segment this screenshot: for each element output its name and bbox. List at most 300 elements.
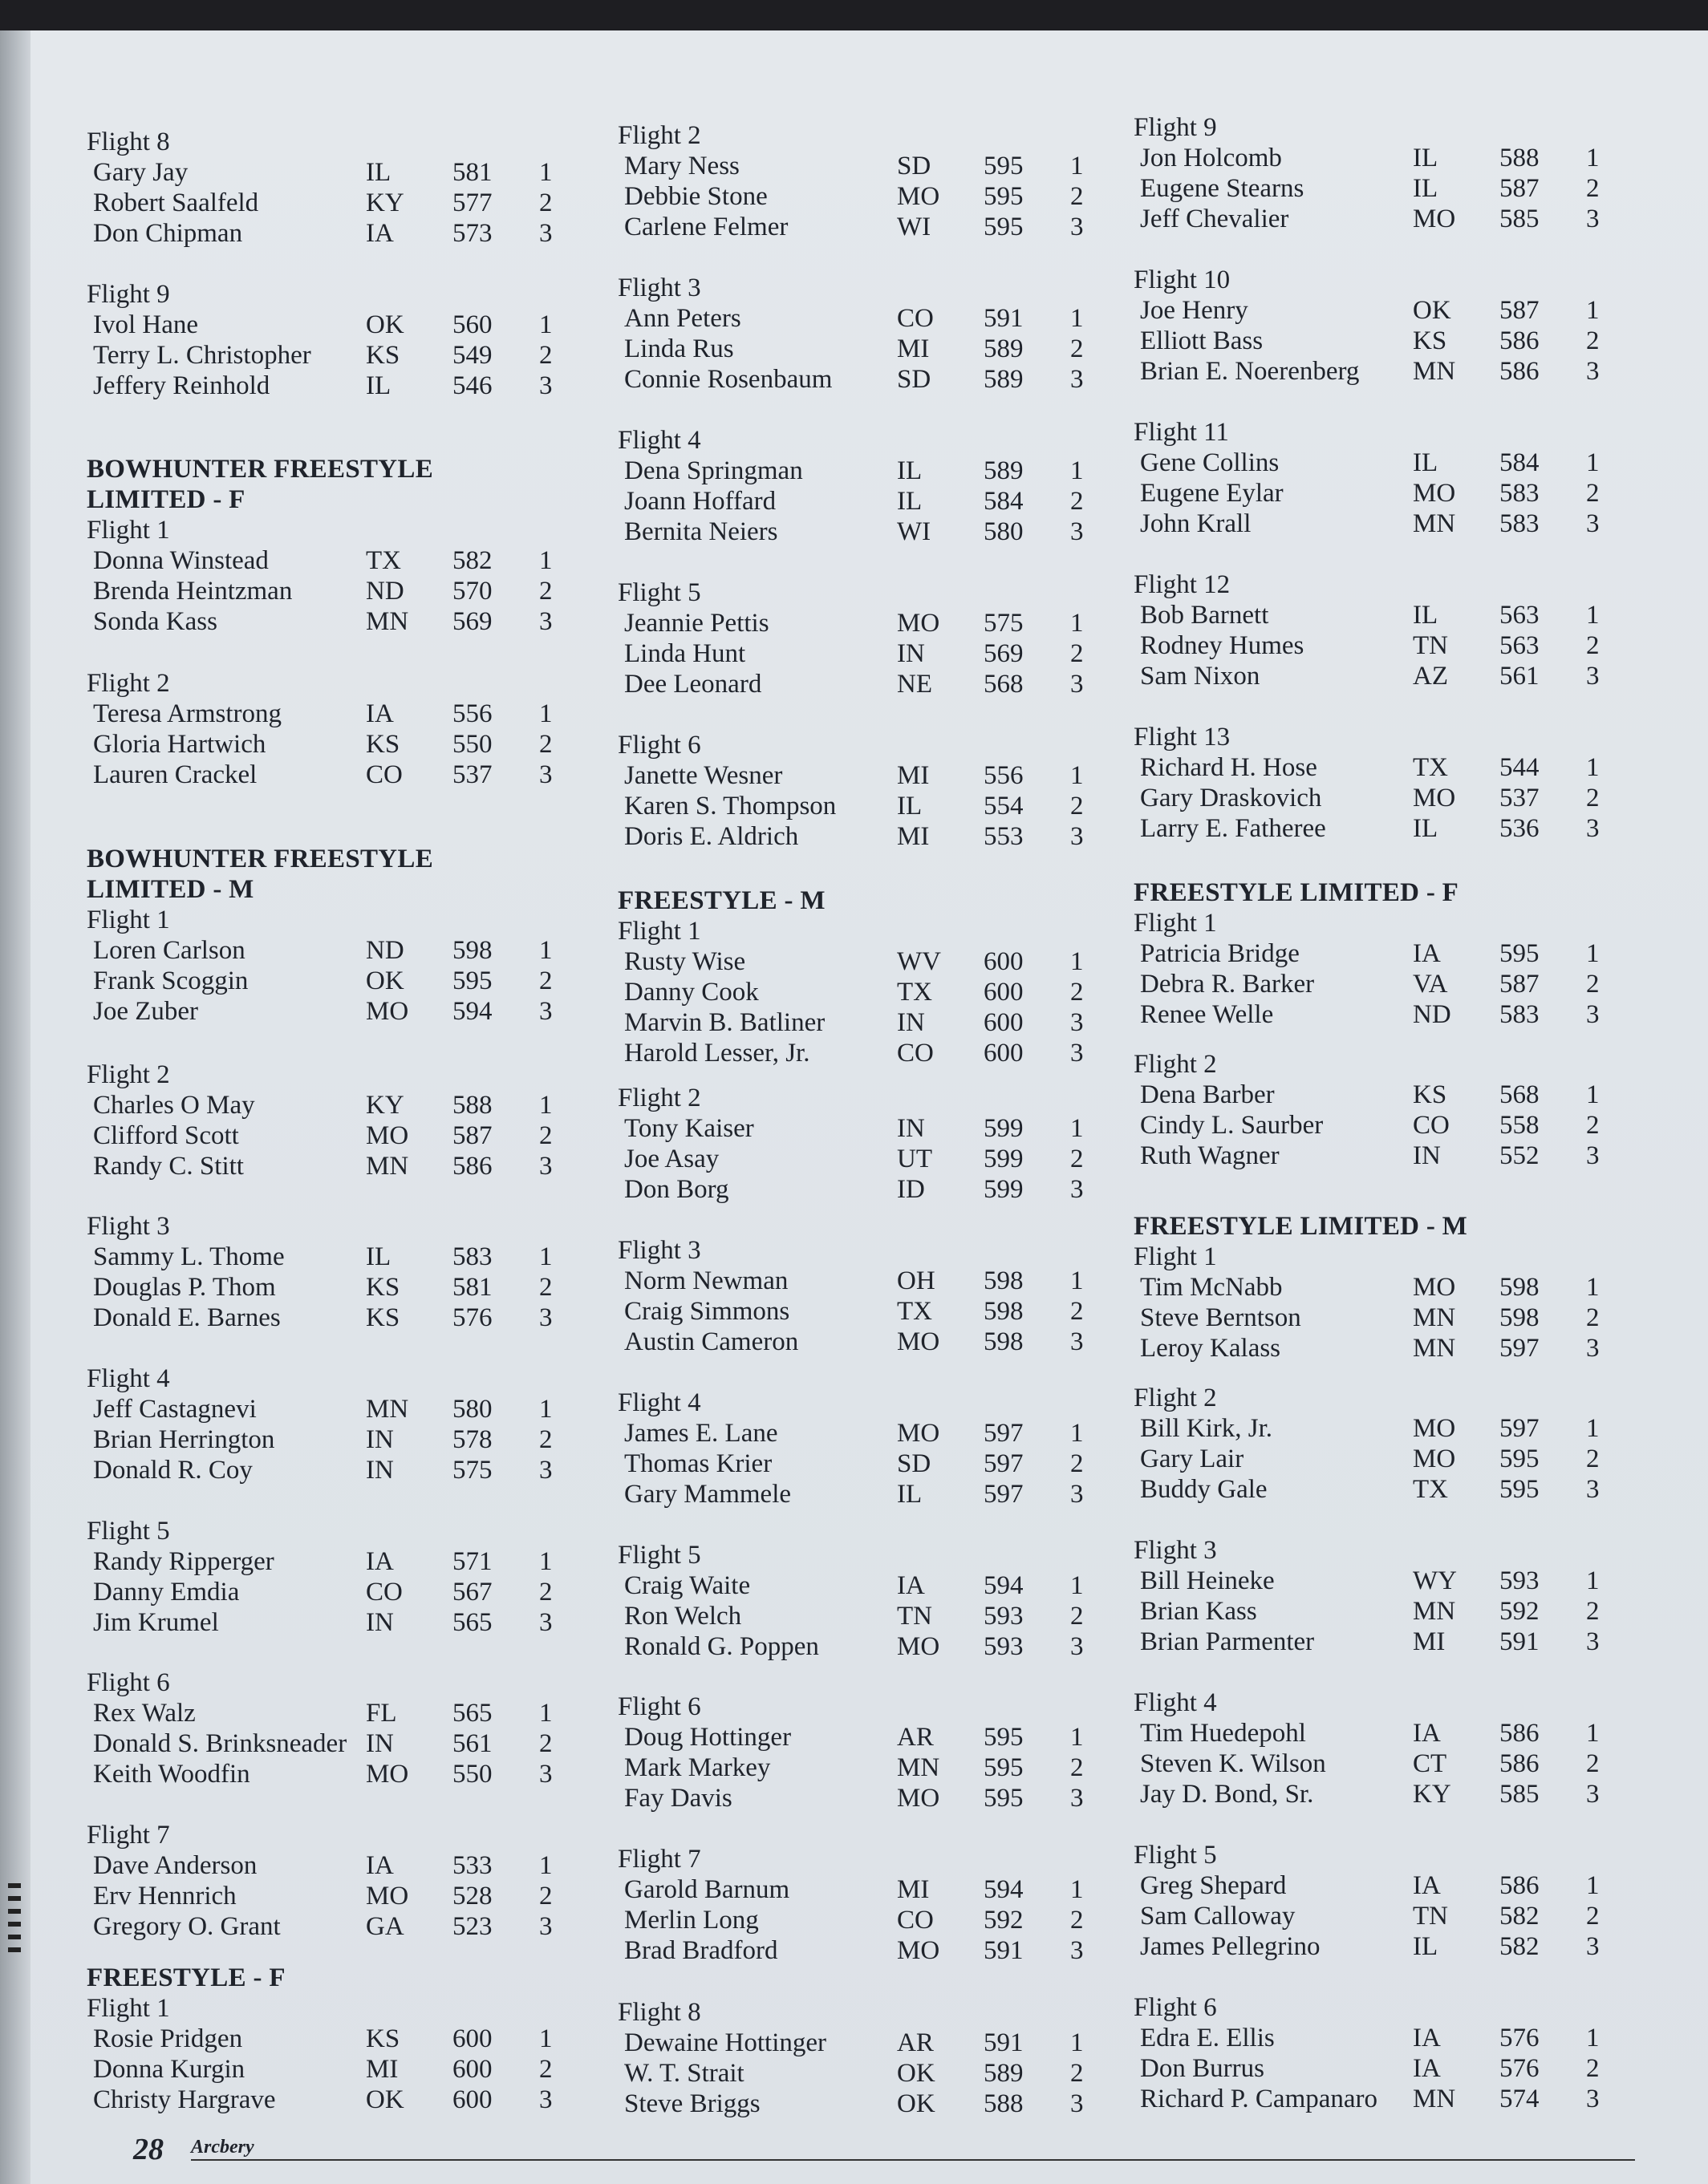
flight-label: Flight 7 — [87, 1821, 170, 1850]
archer-name: Don Chipman — [93, 219, 243, 248]
place: 1 — [1586, 1273, 1600, 1302]
flight-label: Flight 7 — [618, 1845, 701, 1874]
archer-name: Thomas Krier — [624, 1449, 773, 1478]
state: MI — [897, 1875, 930, 1904]
place: 1 — [1070, 2028, 1084, 2057]
score: 570 — [452, 577, 493, 606]
state: KS — [366, 730, 400, 759]
result-row — [618, 1783, 1099, 1813]
result-row — [1134, 813, 1615, 844]
archer-name: Jeff Chevalier — [1140, 205, 1289, 233]
score: 580 — [984, 517, 1024, 546]
place: 3 — [1070, 1784, 1084, 1813]
archer-name: Steven K. Wilson — [1140, 1749, 1326, 1778]
place: 1 — [539, 310, 553, 339]
result-row — [1134, 661, 1615, 691]
place: 1 — [1586, 2024, 1600, 2052]
place: 2 — [539, 1578, 553, 1607]
place: 1 — [1070, 152, 1084, 180]
state: MN — [1413, 1597, 1456, 1626]
flight-block — [87, 127, 568, 249]
result-row — [87, 760, 568, 790]
archer-name: Terry L. Christopher — [93, 341, 311, 370]
score: 595 — [1499, 1445, 1540, 1473]
flight-block — [1134, 1840, 1615, 1962]
score: 599 — [984, 1114, 1024, 1143]
flight-label: Flight 2 — [87, 1060, 170, 1089]
state: MO — [897, 182, 940, 211]
result-row — [87, 2054, 568, 2085]
result-row — [87, 157, 568, 188]
place: 3 — [539, 997, 553, 1026]
flight-block — [618, 730, 1099, 852]
state: MN — [1413, 1334, 1456, 1363]
result-row — [1134, 1718, 1615, 1748]
result-row — [87, 996, 568, 1027]
archer-name: Danny Cook — [624, 978, 759, 1007]
result-row — [618, 1570, 1099, 1601]
result-row — [618, 334, 1099, 364]
state: IL — [897, 487, 923, 516]
archer-name: Garold Barnum — [624, 1875, 790, 1904]
place: 3 — [1070, 1175, 1084, 1204]
result-row — [1134, 999, 1615, 1030]
score: 600 — [984, 947, 1024, 976]
flight-block — [87, 1211, 568, 1333]
archer-name: Eugene Eylar — [1140, 479, 1284, 508]
archer-name: Jeff Castagnevi — [93, 1395, 257, 1424]
place: 1 — [1070, 947, 1084, 976]
state: IN — [1413, 1141, 1441, 1170]
flight-block — [1134, 1383, 1615, 1505]
state: OK — [1413, 296, 1451, 325]
result-row — [87, 1151, 568, 1181]
score: 537 — [452, 760, 493, 789]
archer-name: Mary Ness — [624, 152, 740, 180]
result-row — [618, 977, 1099, 1007]
archer-name: Jim Krumel — [93, 1608, 219, 1637]
state: MO — [897, 1327, 940, 1356]
result-row — [618, 1905, 1099, 1935]
flight-block — [618, 425, 1099, 547]
result-row — [1134, 1333, 1615, 1363]
score: 574 — [1499, 2085, 1540, 2113]
flight-label: Flight 13 — [1134, 723, 1231, 752]
archer-name: Brian E. Noerenberg — [1140, 357, 1360, 386]
place: 1 — [539, 158, 553, 187]
result-row — [87, 2085, 568, 2115]
place: 1 — [1586, 601, 1600, 630]
score: 597 — [984, 1419, 1024, 1448]
result-row — [618, 1113, 1099, 1144]
archer-name: Leroy Kalass — [1140, 1334, 1281, 1363]
result-row — [87, 1455, 568, 1485]
flight-block — [87, 668, 568, 790]
state: IA — [366, 1851, 394, 1880]
state: IL — [897, 792, 923, 821]
score: 587 — [452, 1121, 493, 1150]
archer-name: Donna Kurgin — [93, 2055, 245, 2084]
archer-name: Norm Newman — [624, 1266, 789, 1295]
result-row — [1134, 2084, 1615, 2114]
result-row — [618, 486, 1099, 517]
score: 552 — [1499, 1141, 1540, 1170]
archer-name: Gene Collins — [1140, 448, 1280, 477]
place: 2 — [539, 966, 553, 995]
result-row — [618, 669, 1099, 699]
result-row — [87, 1728, 568, 1759]
archer-name: John Krall — [1140, 509, 1252, 538]
result-row — [1134, 1080, 1615, 1110]
result-row — [618, 791, 1099, 821]
score: 595 — [984, 1753, 1024, 1782]
result-row — [618, 364, 1099, 395]
magazine-page — [0, 30, 1708, 2184]
archer-name: Ann Peters — [624, 304, 741, 333]
score: 550 — [452, 1760, 493, 1789]
flight-label: Flight 3 — [618, 274, 701, 302]
flight-block — [87, 1667, 568, 1789]
flight-label: Flight 10 — [1134, 265, 1231, 294]
flight-label: Flight 12 — [1134, 570, 1231, 599]
archer-name: Teresa Armstrong — [93, 699, 282, 728]
flight-block — [1134, 1211, 1615, 1363]
state: MN — [1413, 2085, 1456, 2113]
flight-label: Flight 2 — [618, 121, 701, 150]
result-row — [618, 151, 1099, 181]
result-row — [618, 946, 1099, 977]
place: 1 — [1070, 1723, 1084, 1752]
score: 598 — [452, 936, 493, 965]
place: 2 — [539, 730, 553, 759]
state: MI — [1413, 1627, 1446, 1656]
place: 1 — [1070, 456, 1084, 485]
state: MO — [1413, 1445, 1456, 1473]
score: 533 — [452, 1851, 493, 1880]
page-number: 28 — [133, 2133, 164, 2166]
archer-name: Ivol Hane — [93, 310, 199, 339]
place: 3 — [1586, 1627, 1600, 1656]
result-row — [87, 545, 568, 576]
division-heading: BOWHUNTER FREESTYLE — [87, 455, 434, 484]
archer-name: Debbie Stone — [624, 182, 768, 211]
state: MI — [897, 761, 930, 790]
footer-rule — [191, 2159, 1635, 2161]
state: UT — [897, 1145, 932, 1173]
state: IL — [366, 1242, 392, 1271]
archer-name: Doug Hottinger — [624, 1723, 792, 1752]
score: 584 — [984, 487, 1024, 516]
flight-block — [1134, 1049, 1615, 1171]
score: 565 — [452, 1608, 493, 1637]
result-row — [87, 1577, 568, 1607]
flight-block — [1134, 1992, 1615, 2114]
score: 589 — [984, 456, 1024, 485]
score: 584 — [1499, 448, 1540, 477]
state: KY — [366, 1091, 404, 1120]
archer-name: Greg Shepard — [1140, 1871, 1287, 1900]
place: 2 — [1070, 1297, 1084, 1326]
place: 1 — [1586, 1719, 1600, 1748]
result-row — [618, 1935, 1099, 1966]
archer-name: Linda Hunt — [624, 639, 746, 668]
flight-label: Flight 6 — [87, 1668, 170, 1697]
archer-name: Edra E. Ellis — [1140, 2024, 1275, 2052]
result-row — [87, 310, 568, 340]
score: 591 — [984, 304, 1024, 333]
flight-label: Flight 2 — [1134, 1384, 1217, 1412]
state: VA — [1413, 970, 1448, 999]
score: 597 — [984, 1480, 1024, 1509]
score: 598 — [984, 1266, 1024, 1295]
archer-name: Craig Simmons — [624, 1297, 790, 1326]
score: 582 — [1499, 1902, 1540, 1931]
archer-name: Connie Rosenbaum — [624, 365, 833, 394]
state: CT — [1413, 1749, 1447, 1778]
result-row — [87, 340, 568, 371]
result-row — [1134, 295, 1615, 326]
place: 1 — [1586, 1871, 1600, 1900]
archer-name: Joe Henry — [1140, 296, 1248, 325]
score: 600 — [452, 2055, 493, 2084]
place: 2 — [1070, 334, 1084, 363]
score: 597 — [1499, 1334, 1540, 1363]
result-row — [618, 1007, 1099, 1038]
place: 1 — [539, 1395, 553, 1424]
state: NE — [897, 670, 932, 699]
archer-name: Gregory O. Grant — [93, 1912, 281, 1941]
place: 2 — [1586, 174, 1600, 203]
archer-name: Dena Springman — [624, 456, 803, 485]
result-row — [87, 1607, 568, 1638]
score: 550 — [452, 730, 493, 759]
state: KS — [366, 341, 400, 370]
archer-name: Randy Ripperger — [93, 1547, 274, 1576]
score: 586 — [1499, 326, 1540, 355]
flight-label: Flight 6 — [1134, 1993, 1217, 2022]
flight-label: Flight 8 — [618, 1998, 701, 2027]
state: IL — [1413, 448, 1438, 477]
score: 558 — [1499, 1111, 1540, 1140]
place: 3 — [1070, 822, 1084, 851]
score: 599 — [984, 1175, 1024, 1204]
score: 600 — [984, 1039, 1024, 1068]
place: 3 — [1586, 814, 1600, 843]
place: 2 — [1586, 970, 1600, 999]
state: IL — [1413, 174, 1438, 203]
place: 2 — [539, 577, 553, 606]
archer-name: Bill Kirk, Jr. — [1140, 1414, 1273, 1443]
score: 583 — [452, 1242, 493, 1271]
score: 589 — [984, 365, 1024, 394]
score: 600 — [984, 1008, 1024, 1037]
result-row — [87, 2024, 568, 2054]
score: 561 — [1499, 662, 1540, 691]
archer-name: Sam Calloway — [1140, 1902, 1296, 1931]
state: MO — [897, 609, 940, 638]
archer-name: Richard P. Campanaro — [1140, 2085, 1378, 2113]
place: 3 — [1070, 1008, 1084, 1037]
flight-label: Flight 1 — [1134, 1242, 1217, 1271]
state: KS — [366, 1303, 400, 1332]
state: IL — [1413, 814, 1438, 843]
result-row — [1134, 1303, 1615, 1333]
place: 3 — [1586, 662, 1600, 691]
place: 2 — [1586, 631, 1600, 660]
archer-name: Fay Davis — [624, 1784, 732, 1813]
place: 2 — [539, 1729, 553, 1758]
archer-name: Don Burrus — [1140, 2054, 1264, 2083]
flight-label: Flight 1 — [1134, 909, 1217, 938]
place: 1 — [1586, 753, 1600, 782]
flight-block — [618, 1844, 1099, 1966]
state: FL — [366, 1699, 397, 1728]
state: CO — [366, 760, 403, 789]
place: 2 — [1586, 1597, 1600, 1626]
archer-name: Debra R. Barker — [1140, 970, 1315, 999]
place: 1 — [539, 1699, 553, 1728]
state: MI — [897, 334, 930, 363]
archer-name: Jon Holcomb — [1140, 144, 1282, 172]
place: 1 — [1070, 761, 1084, 790]
place: 3 — [1586, 509, 1600, 538]
archer-name: Jay D. Bond, Sr. — [1140, 1780, 1314, 1809]
result-row — [618, 1327, 1099, 1357]
result-row — [87, 188, 568, 218]
score: 586 — [1499, 1719, 1540, 1748]
result-row — [87, 729, 568, 760]
place: 3 — [1070, 213, 1084, 241]
result-row — [1134, 204, 1615, 234]
archer-name: Eugene Stearns — [1140, 174, 1304, 203]
place: 3 — [539, 1456, 553, 1485]
archer-name: Donna Winstead — [93, 546, 269, 575]
result-row — [87, 1424, 568, 1455]
score: 569 — [984, 639, 1024, 668]
state: ND — [366, 577, 404, 606]
state: IL — [1413, 601, 1438, 630]
place: 1 — [1070, 304, 1084, 333]
flight-label: Flight 9 — [1134, 113, 1217, 142]
flight-label: Flight 3 — [618, 1236, 701, 1265]
archer-name: Gary Mammele — [624, 1480, 792, 1509]
place: 2 — [1070, 182, 1084, 211]
flight-label: Flight 1 — [87, 906, 170, 934]
score: 537 — [1499, 784, 1540, 812]
archer-name: Christy Hargrave — [93, 2085, 276, 2114]
result-row — [618, 1479, 1099, 1509]
archer-name: Brian Kass — [1140, 1597, 1257, 1626]
result-row — [87, 1303, 568, 1333]
place: 1 — [1586, 448, 1600, 477]
result-row — [1134, 478, 1615, 509]
result-row — [1134, 1444, 1615, 1474]
state: MO — [897, 1419, 940, 1448]
place: 2 — [539, 1425, 553, 1454]
result-row — [618, 821, 1099, 852]
place: 2 — [539, 1121, 553, 1150]
state: GA — [366, 1912, 404, 1941]
state: IL — [897, 1480, 923, 1509]
result-row — [1134, 1748, 1615, 1779]
state: MO — [1413, 1273, 1456, 1302]
flight-label: Flight 4 — [1134, 1688, 1217, 1717]
place: 3 — [539, 760, 553, 789]
place: 3 — [1070, 365, 1084, 394]
score: 573 — [452, 219, 493, 248]
score: 587 — [1499, 174, 1540, 203]
score: 565 — [452, 1699, 493, 1728]
score: 593 — [984, 1602, 1024, 1631]
place: 2 — [539, 341, 553, 370]
archer-name: Dewaine Hottinger — [624, 2028, 826, 2057]
place: 2 — [1586, 784, 1600, 812]
place: 2 — [1586, 1111, 1600, 1140]
score: 587 — [1499, 296, 1540, 325]
place: 2 — [1586, 1445, 1600, 1473]
score: 595 — [984, 1723, 1024, 1752]
score: 586 — [1499, 357, 1540, 386]
result-row — [87, 1394, 568, 1424]
state: MN — [366, 1152, 409, 1181]
result-row — [1134, 969, 1615, 999]
flight-label: Flight 6 — [618, 731, 701, 760]
place: 3 — [1070, 1039, 1084, 1068]
flight-block — [1134, 265, 1615, 387]
state: IL — [1413, 144, 1438, 172]
place: 3 — [539, 371, 553, 400]
place: 1 — [1586, 296, 1600, 325]
score: 544 — [1499, 753, 1540, 782]
division-heading: FREESTYLE - F — [87, 1963, 286, 1992]
place: 2 — [539, 1273, 553, 1302]
state: TX — [897, 1297, 932, 1326]
place: 2 — [1070, 1449, 1084, 1478]
archer-name: Steve Berntson — [1140, 1303, 1301, 1332]
state: IL — [366, 158, 392, 187]
place: 3 — [1586, 205, 1600, 233]
archer-name: Gloria Hartwich — [93, 730, 266, 759]
archer-name: Keith Woodfin — [93, 1760, 250, 1789]
state: ND — [366, 936, 404, 965]
state: ND — [1413, 1000, 1451, 1029]
result-row — [87, 1090, 568, 1120]
score: 549 — [452, 341, 493, 370]
archer-name: Tony Kaiser — [624, 1114, 754, 1143]
state: IL — [366, 371, 392, 400]
result-row — [1134, 630, 1615, 661]
score: 597 — [984, 1449, 1024, 1478]
archer-name: James Pellegrino — [1140, 1932, 1321, 1961]
score: 586 — [452, 1152, 493, 1181]
result-row — [87, 1911, 568, 1942]
place: 1 — [1586, 1566, 1600, 1595]
state: CO — [897, 1906, 934, 1935]
result-row — [1134, 1779, 1615, 1809]
archer-name: Rex Walz — [93, 1699, 196, 1728]
state: SD — [897, 1449, 931, 1478]
flight-block — [87, 1516, 568, 1638]
result-row — [87, 966, 568, 996]
result-row — [618, 2028, 1099, 2058]
result-row — [1134, 173, 1615, 204]
score: 595 — [452, 966, 493, 995]
result-row — [618, 1601, 1099, 1631]
result-row — [87, 1120, 568, 1151]
state: IA — [1413, 2024, 1441, 2052]
state: IN — [366, 1729, 394, 1758]
state: OK — [366, 2085, 404, 2114]
